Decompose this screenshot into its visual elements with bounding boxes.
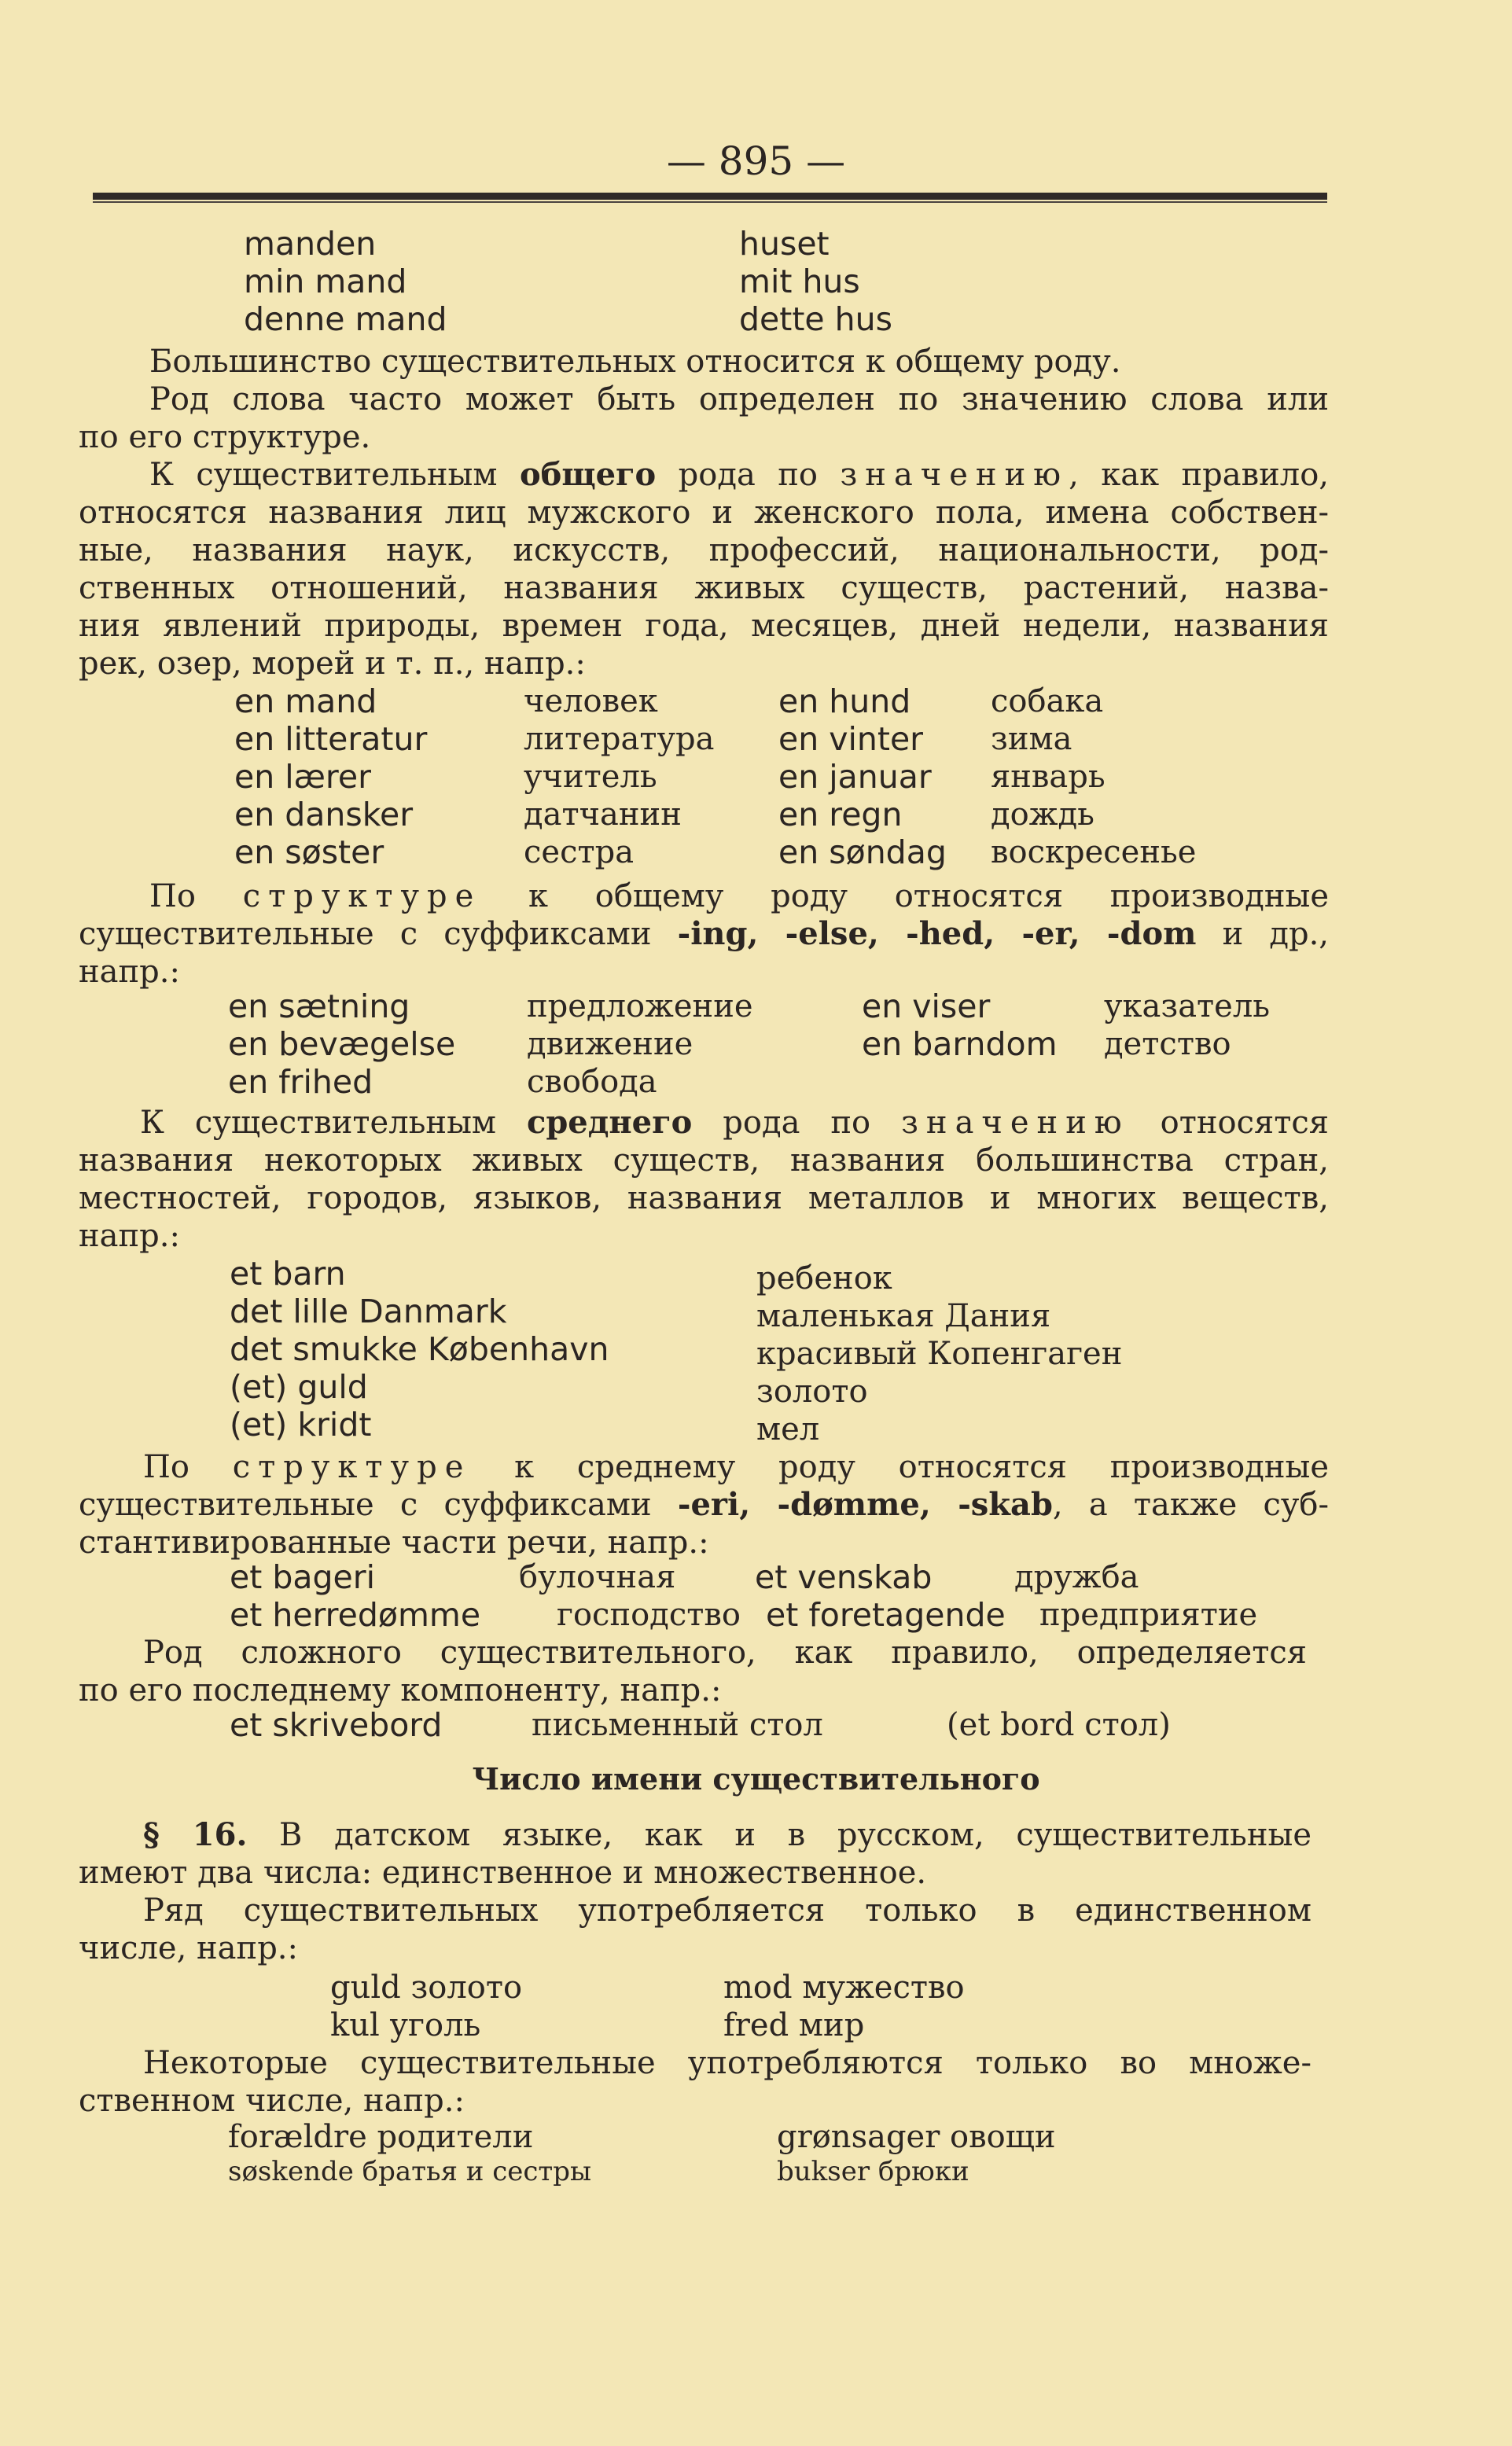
example-word: et venskab xyxy=(755,1558,933,1596)
example-translation: датчанин xyxy=(524,796,682,833)
page-number: — 895 — xyxy=(666,138,846,184)
example-word: forældre родители xyxy=(228,2119,534,2155)
example-word: en søndag xyxy=(778,833,947,871)
example-word: et foretagende xyxy=(766,1596,1006,1634)
example-word: en regn xyxy=(778,796,903,833)
example-word: en mand xyxy=(234,682,377,720)
paragraph-line: имеют два числа: единственное и множественное. xyxy=(79,1855,927,1891)
example-translation: золото xyxy=(756,1374,868,1410)
paragraph-line: ственном числе, напр.: xyxy=(79,2083,465,2119)
paragraph-line: названия некоторых живых существ, названия большинства стран, xyxy=(79,1142,1329,1179)
example-translation: предприятие xyxy=(1039,1597,1258,1633)
example-translation: свобода xyxy=(527,1064,657,1100)
spaced-term: структуре xyxy=(242,878,482,914)
suffix-list: -eri, -dømme, -skab xyxy=(677,1486,1053,1523)
example-translation: движение xyxy=(527,1026,693,1062)
paragraph-line: § 16. В датском языке, как и в русском, существительные xyxy=(143,1816,1312,1853)
emphasis-term: среднего xyxy=(526,1104,693,1141)
paragraph-line: Ряд существительных употребляется только в единственном xyxy=(143,1892,1312,1929)
example-word: kul уголь xyxy=(330,2007,481,2043)
paragraph-line: К существительным общего рода по значению, как правило, xyxy=(149,456,1330,493)
example-translation: человек xyxy=(524,683,658,719)
example-word: (et) kridt xyxy=(230,1406,372,1444)
example-word: en januar xyxy=(778,758,932,796)
example-word: en lærer xyxy=(234,758,371,796)
example-word: søskende братья и сестры xyxy=(228,2156,592,2187)
spaced-term: значению xyxy=(901,1105,1130,1141)
paragraph-line: Род сложного существительного, как правило, определяется xyxy=(143,1635,1307,1671)
header-rule-thin xyxy=(93,201,1327,203)
example-word: en sætning xyxy=(228,988,410,1025)
section-number: § 16. xyxy=(143,1816,248,1853)
paragraph-line: По структуре к общему роду относятся производные xyxy=(149,878,1329,914)
example-note: (et bord стол) xyxy=(947,1707,1171,1743)
paragraph-line: стантивированные части речи, напр.: xyxy=(79,1525,709,1561)
paragraph-line: по его последнему компоненту, напр.: xyxy=(79,1672,722,1709)
paragraph-line: по его структуре. xyxy=(79,419,371,455)
example-translation: письменный стол xyxy=(532,1707,823,1743)
paragraph-line: напр.: xyxy=(79,1218,180,1254)
paragraph-line: существительные с суффиксами -eri, -dømme, -skab, а также суб- xyxy=(79,1486,1330,1523)
example-translation: дождь xyxy=(991,796,1094,833)
example-translation: сестра xyxy=(524,834,635,870)
example-word: det smukke København xyxy=(230,1330,609,1368)
example-word: en søster xyxy=(234,833,384,871)
paragraph-line: относятся названия лиц мужского и женского пола, имена собствен- xyxy=(79,495,1329,531)
paragraph-line: Некоторые существительные употребляются только во множе- xyxy=(143,2045,1312,2081)
example-word: en barndom xyxy=(862,1025,1058,1063)
example-word: en bevægelse xyxy=(228,1025,456,1063)
example-word: mod мужество xyxy=(723,1970,965,2006)
suffix-list: -ing, -else, -hed, -er, -dom xyxy=(677,915,1197,952)
example-translation: детство xyxy=(1104,1026,1231,1062)
example-translation: указатель xyxy=(1104,988,1271,1024)
example-word: et herredømme xyxy=(230,1596,481,1634)
example-word: mit hus xyxy=(739,263,860,300)
example-word: dette hus xyxy=(739,300,892,338)
example-word: en dansker xyxy=(234,796,414,833)
spaced-term: значению xyxy=(840,457,1069,493)
example-word: (et) guld xyxy=(230,1368,368,1406)
spaced-term: структуре xyxy=(232,1449,472,1485)
paragraph-line: числе, напр.: xyxy=(79,1930,298,1966)
example-word: min mand xyxy=(244,263,407,300)
example-word: et skrivebord xyxy=(230,1706,443,1744)
example-word: bukser брюки xyxy=(777,2156,969,2187)
paragraph-line: рек, озер, морей и т. п., напр.: xyxy=(79,646,586,682)
paragraph-line: Род слова часто может быть определен по значению слова или xyxy=(149,381,1329,417)
emphasis-term: общего xyxy=(519,456,657,493)
header-rule xyxy=(93,193,1327,200)
example-translation: дружба xyxy=(1014,1559,1139,1595)
example-word: et barn xyxy=(230,1255,346,1293)
example-translation: господство xyxy=(557,1597,741,1633)
example-translation: маленькая Дания xyxy=(756,1298,1051,1334)
example-word: det lille Danmark xyxy=(230,1293,507,1330)
paragraph-line: ственных отношений, названия живых существ, растений, назва- xyxy=(79,570,1329,606)
example-translation: литература xyxy=(524,721,715,757)
example-translation: предложение xyxy=(527,988,753,1024)
example-word: grønsager овощи xyxy=(777,2119,1056,2155)
example-word: en litteratur xyxy=(234,720,428,758)
example-translation: зима xyxy=(991,721,1072,757)
example-word: denne mand xyxy=(244,300,447,338)
example-word: huset xyxy=(739,225,830,263)
example-word: en hund xyxy=(778,682,911,720)
paragraph-line: По структуре к среднему роду относятся производные xyxy=(143,1449,1329,1485)
example-word: en vinter xyxy=(778,720,924,758)
paragraph-line: ные, названия наук, искусств, профессий, национальности, род- xyxy=(79,532,1329,568)
paragraph-line: местностей, городов, языков, названия металлов и многих веществ, xyxy=(79,1180,1329,1216)
example-translation: красивый Копенгаген xyxy=(756,1336,1123,1372)
example-word: et bageri xyxy=(230,1558,375,1596)
paragraph-line: К существительным среднего рода по значению относятся xyxy=(140,1104,1329,1141)
example-translation: учитель xyxy=(524,759,657,795)
example-translation: воскресенье xyxy=(991,834,1197,870)
example-word: en viser xyxy=(862,988,991,1025)
example-word: guld золото xyxy=(330,1970,523,2006)
paragraph-line: существительные с суффиксами -ing, -else, -hed, -er, -dom и др., xyxy=(79,915,1329,952)
example-word: en frihed xyxy=(228,1063,373,1101)
example-word: manden xyxy=(244,225,377,263)
paragraph-line: ния явлений природы, времен года, месяцев, дней недели, названия xyxy=(79,608,1329,644)
example-translation: булочная xyxy=(519,1559,676,1595)
paragraph-line: напр.: xyxy=(79,954,180,990)
example-translation: мел xyxy=(756,1411,820,1447)
section-heading: Число имени существительного xyxy=(472,1761,1040,1797)
example-translation: собака xyxy=(991,683,1104,719)
example-translation: ребенок xyxy=(756,1260,892,1297)
example-word: fred мир xyxy=(723,2007,865,2043)
example-translation: январь xyxy=(991,759,1105,795)
paragraph-line: Большинство существительных относится к общему роду. xyxy=(149,344,1121,380)
